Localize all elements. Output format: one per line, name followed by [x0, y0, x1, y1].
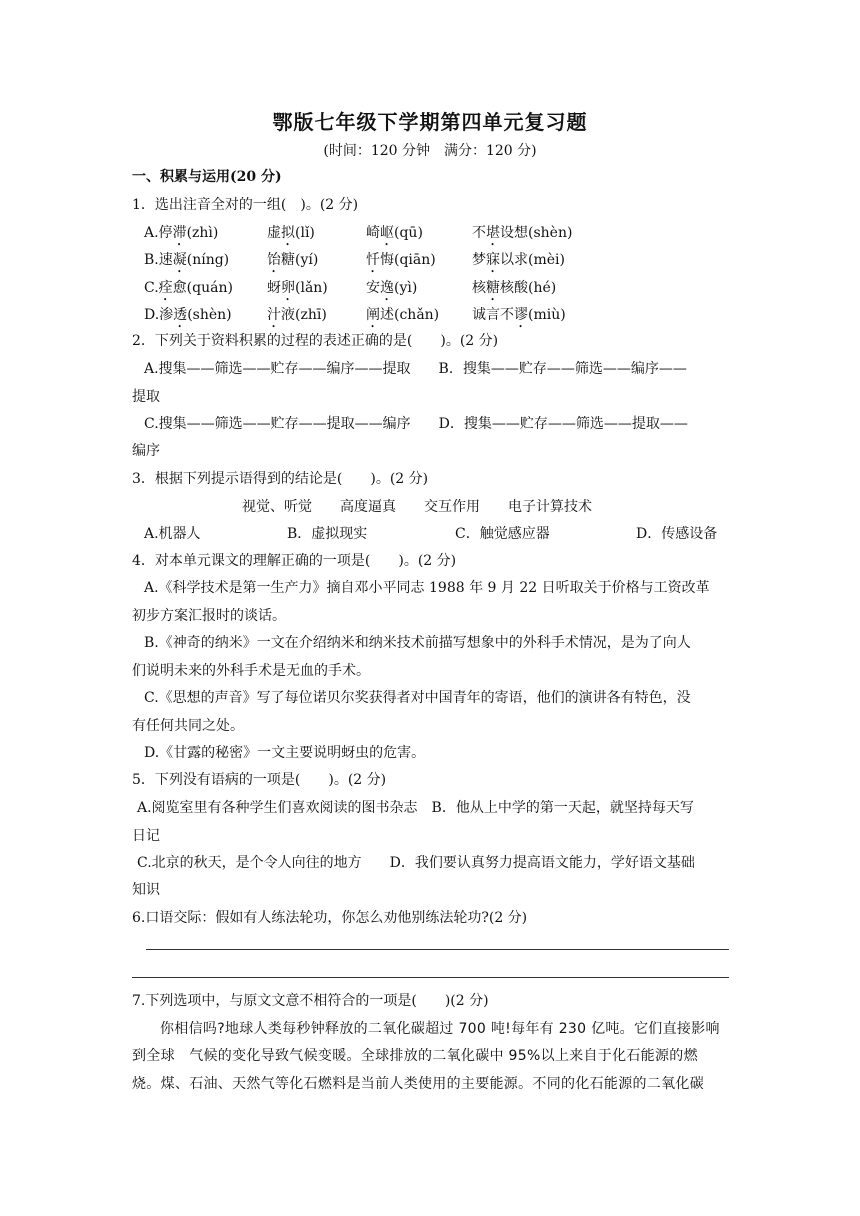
- emphasized-character: 凝: [172, 252, 187, 268]
- emphasized-character: 糖: [486, 280, 500, 296]
- q5-line: C.北京的秋天，是个令人向往的地方 D．我们要认真努力提高语文能力，学好语文基础: [137, 855, 695, 871]
- option-text: B.速: [144, 252, 173, 268]
- q2-options-line: A.搜集——筛选——贮存——编序——提取 B．搜集——贮存——筛选——编序——: [144, 361, 687, 377]
- option-text: (níng): [186, 252, 230, 268]
- q1-option-item: [366, 304, 439, 331]
- q7-passage-line: 到全球 气候的变化导致气候变暖。全球排放的二氧化碳中 95%以上来自于化石能源的燃: [132, 1048, 698, 1064]
- emphasized-character: 卵: [281, 280, 295, 296]
- option-text: (shèn): [187, 307, 232, 323]
- q4-stem: 4．对本单元课文的理解正确的一项是( )。(2 分): [132, 553, 457, 569]
- q2-stem: 2．下列关于资料积累的过程的表述正确的是( )。(2 分): [132, 333, 499, 349]
- emphasized-character: 堪: [486, 225, 500, 241]
- q7-passage-line: 你相信吗?地球人类每秒钟释放的二氧化碳超过 700 吨!每年有 230 亿吨。它们直接影响: [160, 1021, 720, 1037]
- q4-line: D.《甘露的秘密》一文主要说明蚜虫的危害。: [144, 745, 426, 761]
- q5-line: A.阅览室里有各种学生们喜欢阅读的图书杂志 B．他从上中学的第一天起，就坚持每天写: [137, 800, 694, 816]
- q1-option-item: [472, 304, 566, 331]
- q5-stem: 5．下列没有语病的一项是( )。(2 分): [132, 772, 387, 788]
- q1-option-item: [267, 277, 328, 304]
- q1-option-item: [366, 222, 423, 249]
- q4-line: 们说明未来的外科手术是无血的手术。: [132, 663, 370, 679]
- q1-option-item: [472, 222, 572, 249]
- q3-option: D．传感设备: [636, 526, 718, 542]
- option-text: (yì): [394, 280, 418, 296]
- q7-passage-line: 烧。煤、石油、天然气等化石燃料是当前人类使用的主要能源。不同的化石能源的二氧化碳: [132, 1076, 704, 1092]
- q5-line: 知识: [132, 882, 160, 898]
- q4-line: C.《思想的声音》写了每位诺贝尔奖获得者对中国青年的寄语，他们的演讲各有特色，没: [144, 690, 691, 706]
- emphasized-character: 谬: [514, 307, 528, 323]
- q2-options-line: C.搜集——筛选——贮存——提取——编序 D．搜集——贮存——筛选——提取——: [144, 416, 688, 432]
- q3-option: C．触觉感应器: [455, 526, 550, 542]
- option-text: (miù): [528, 307, 566, 323]
- section-heading: 一、积累与运用(20 分): [132, 169, 282, 185]
- option-text: 核酸(hé): [500, 280, 557, 296]
- q7-stem: 7.下列选项中，与原文文意不相符合的一项是( )(2 分): [132, 993, 489, 1009]
- emphasized-character: 饴: [267, 252, 281, 268]
- option-text: 设想(shèn): [500, 225, 573, 241]
- option-text: 液(zhī): [281, 307, 327, 323]
- option-text: 梦: [472, 252, 486, 268]
- page-subtitle: (时间：120 分钟 满分：120 分): [323, 143, 537, 159]
- emphasized-character: 汁: [267, 307, 281, 323]
- option-text: 核: [472, 280, 486, 296]
- option-text: C.: [144, 280, 159, 296]
- q2-options-line: 提取: [132, 389, 160, 405]
- q1-option-item: [144, 249, 229, 276]
- q4-line: 初步方案汇报时的谈话。: [132, 608, 286, 624]
- q1-option-item: [366, 277, 417, 304]
- emphasized-character: 透: [173, 307, 188, 323]
- option-text: D.渗: [144, 307, 174, 323]
- q1-option-item: [144, 222, 218, 249]
- q4-line: 有任何共同之处。: [132, 718, 244, 734]
- option-text: 虚: [267, 225, 281, 241]
- option-text: A.停: [144, 225, 173, 241]
- option-text: 诚言不: [472, 307, 514, 323]
- emphasized-character: 寐: [486, 252, 500, 268]
- emphasized-character: 阐: [366, 307, 380, 323]
- option-text: 愈(quán): [172, 280, 233, 296]
- option-text: (zhì): [186, 225, 219, 241]
- option-text: 蚜: [267, 280, 281, 296]
- q4-line: B.《神奇的纳米》一文在介绍纳米和纳米技术前描写想象中的外科手术情况，是为了向人: [144, 635, 691, 651]
- option-text: 安: [366, 280, 380, 296]
- q2-options-line: 编序: [132, 443, 160, 459]
- q3-option: A.机器人: [144, 526, 201, 542]
- option-text: 崎: [366, 225, 380, 241]
- emphasized-character: 痊: [158, 280, 173, 296]
- emphasized-character: 滞: [172, 225, 187, 241]
- emphasized-character: 逸: [380, 280, 394, 296]
- q3-option: B．虚拟现实: [287, 526, 368, 542]
- option-text: (qū): [394, 225, 423, 241]
- q1-option-item: [267, 304, 327, 331]
- q4-line: A.《科学技术是第一生产力》摘自邓小平同志 1988 年 9 月 22 日听取关于价格与工资改革: [144, 580, 710, 596]
- option-text: 述(chǎn): [380, 307, 440, 323]
- q1-option-item: [144, 277, 233, 304]
- emphasized-character: 忏: [366, 252, 380, 268]
- emphasized-character: 拟: [281, 225, 295, 241]
- option-text: 以求(mèi): [500, 252, 565, 268]
- emphasized-character: 岖: [380, 225, 394, 241]
- q3-hints: 视觉、听觉 高度逼真 交互作用 电子计算技术: [242, 499, 592, 515]
- answer-line[interactable]: [132, 977, 729, 978]
- q1-stem: 1．选出注音全对的一组( )。(2 分): [132, 197, 359, 213]
- option-text: (lǎn): [295, 280, 328, 296]
- option-text: 糖(yí): [281, 252, 319, 268]
- page-title: 鄂版七年级下学期第四单元复习题: [272, 110, 588, 134]
- answer-line[interactable]: [146, 949, 729, 950]
- option-text: 悔(qiān): [380, 252, 436, 268]
- q1-option-item: [366, 249, 436, 276]
- q1-option-item: [144, 304, 232, 331]
- q1-option-item: [267, 222, 315, 249]
- q1-option-item: [267, 249, 318, 276]
- q5-line: 日记: [132, 828, 160, 844]
- option-text: (lǐ): [295, 225, 315, 241]
- q3-stem: 3．根据下列提示语得到的结论是( )。(2 分): [132, 471, 429, 487]
- option-text: 不: [472, 225, 486, 241]
- q1-option-item: [472, 277, 556, 304]
- q6-stem: 6.口语交际：假如有人练法轮功，你怎么劝他别练法轮功?(2 分): [132, 910, 528, 926]
- q1-option-item: [472, 249, 565, 276]
